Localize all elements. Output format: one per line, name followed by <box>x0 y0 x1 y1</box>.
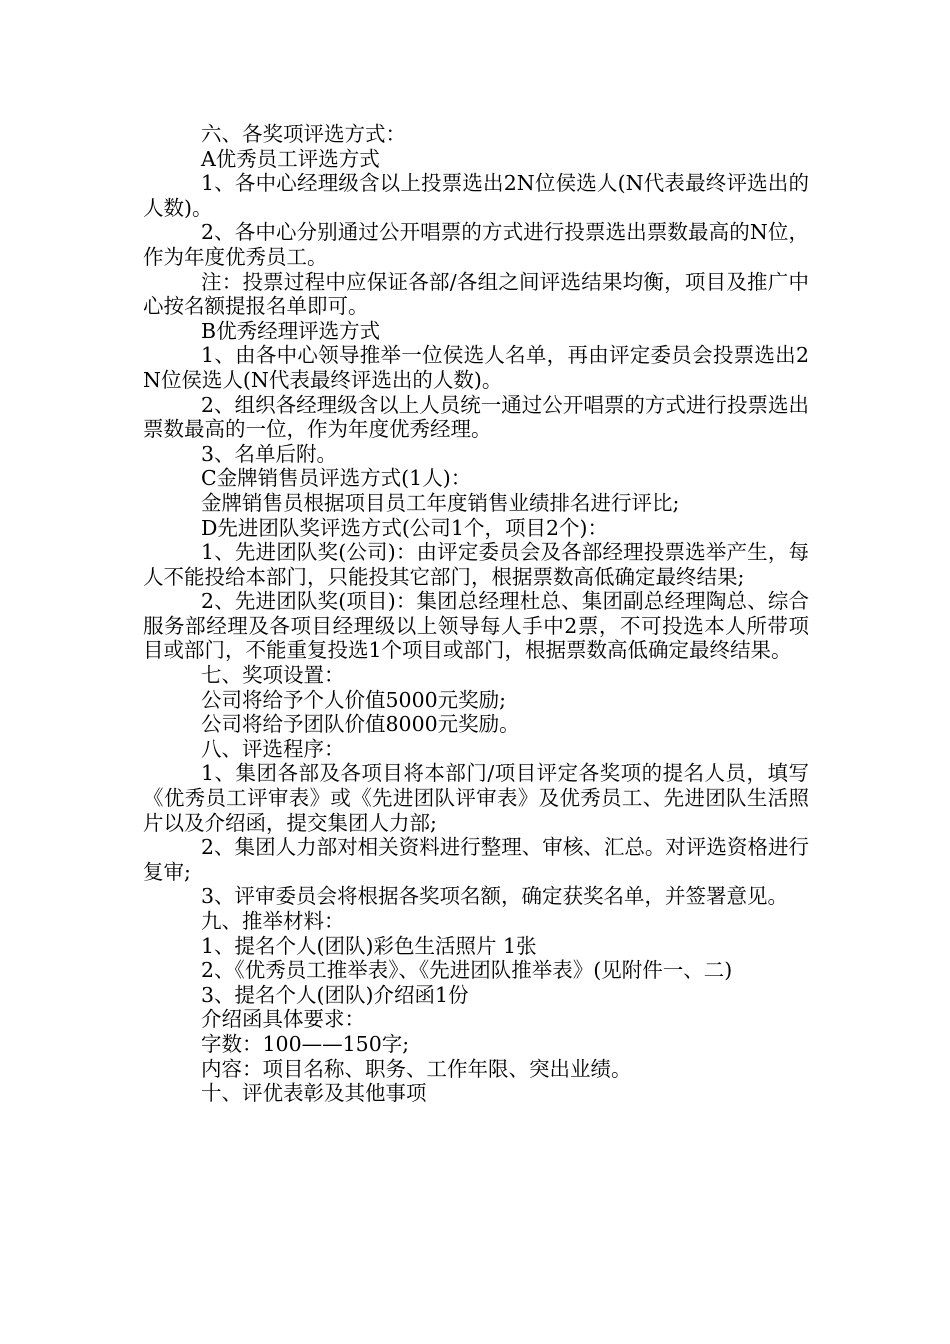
document-body <box>143 122 809 1106</box>
section-heading-7: 七、奖项设置： <box>201 663 345 688</box>
paragraph: 公司将给予团队价值8000元奖励。 <box>201 712 520 737</box>
paragraph: 字数：100——150字; <box>201 1031 410 1056</box>
paragraph: 1、由各中心领导推举一位侯选人名单，再由评定委员会投票选出2N位侯选人(N代表最终评选出的人数)。 <box>143 343 809 392</box>
paragraph: 2、组织各经理级含以上人员统一通过公开唱票的方式进行投票选出票数最高的一位，作为年度优秀经理。 <box>143 392 809 442</box>
subheading-a: A优秀员工评选方式 <box>201 146 380 171</box>
paragraph: 2、各中心分别通过公开唱票的方式进行投票选出票数最高的N位，作为年度优秀员工。 <box>143 220 809 269</box>
paragraph: 1、集团各部及各项目将本部门/项目评定各奖项的提名人员，填写《优秀员工评审表》或《先进团队评审表》及优秀员工、先进团队生活照片以及介绍函，提交集团人力部; <box>143 761 809 835</box>
paragraph: 2、先进团队奖(项目)：集团总经理杜总、集团副总经理陶总、综合服务部经理及各项目经理级以上领导每人手中2票，不可投选本人所带项目或部门，不能重复投选1个项目或部门，根据票数高低确定最终结果。 <box>143 589 809 663</box>
paragraph: 1、提名个人(团队)彩色生活照片 1张 <box>201 933 537 958</box>
section-heading-6: 六、各奖项评选方式： <box>201 122 406 146</box>
paragraph: 3、评审委员会将根据各奖项名额，确定获奖名单，并签署意见。 <box>201 884 789 909</box>
section-heading-9: 九、推举材料： <box>201 909 345 933</box>
paragraph: 2、《优秀员工推举表》、《先进团队推举表》(见附件一、二) <box>201 958 733 983</box>
paragraph: 介绍函具体要求： <box>201 1007 365 1032</box>
section-heading-10: 十、评优表彰及其他事项 <box>201 1081 427 1106</box>
note-paragraph: 注：投票过程中应保证各部/各组之间评选结果均衡，项目及推广中心按名额提报名单即可。 <box>143 269 809 319</box>
section-heading-8: 八、评选程序： <box>201 736 345 761</box>
paragraph: 公司将给予个人价值5000元奖励; <box>201 687 507 712</box>
subheading-c: C金牌销售员评选方式(1人)： <box>201 466 472 491</box>
paragraph: 金牌销售员根据项目员工年度销售业绩排名进行评比; <box>201 490 680 515</box>
subheading-d: D先进团队奖评选方式(公司1个，项目2个)： <box>201 515 609 540</box>
paragraph: 2、集团人力部对相关资料进行整理、审核、汇总。对评选资格进行复审; <box>143 835 809 884</box>
paragraph: 1、各中心经理级含以上投票选出2N位侯选人(N代表最终评选出的人数)。 <box>143 171 809 220</box>
subheading-b: B优秀经理评选方式 <box>201 318 381 343</box>
paragraph: 1、先进团队奖(公司)：由评定委员会及各部经理投票选举产生，每人不能投给本部门，只能投其它部门，根据票数高低确定最终结果; <box>143 540 809 589</box>
paragraph: 内容：项目名称、职务、工作年限、突出业绩。 <box>201 1056 632 1081</box>
paragraph: 3、名单后附。 <box>201 441 338 466</box>
paragraph: 3、提名个人(团队)介绍函1份 <box>201 982 469 1007</box>
